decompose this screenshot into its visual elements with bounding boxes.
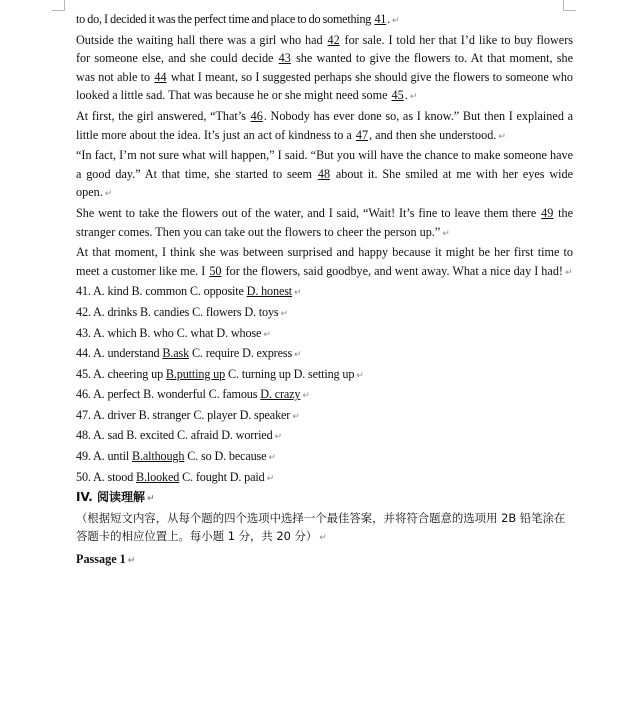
option-a: A. stood	[93, 469, 134, 484]
option-b: B.although	[131, 449, 185, 464]
option-a: A. understand	[93, 346, 160, 361]
option-row	[76, 303, 573, 324]
option-row	[76, 426, 573, 447]
passage-text: At that moment, I think she was between surprised and happy because it might be her first time to meet a customer like me. I	[76, 245, 573, 278]
blank-number: 49	[541, 205, 554, 220]
paragraph-mark: ↵	[266, 473, 274, 484]
option-row	[76, 468, 573, 489]
option-row	[76, 282, 573, 303]
passage-text: the stranger comes. Then you can take out the flowers to cheer the person up.”	[76, 205, 574, 239]
option-b: B. common	[131, 284, 187, 299]
question-number: 47.	[76, 407, 91, 422]
passage-title: Passage 1	[76, 552, 126, 567]
paragraph-mark: ↵	[274, 432, 282, 443]
question-number: 50.	[76, 469, 91, 484]
question-number: 48.	[76, 428, 91, 443]
passage-paragraph	[76, 204, 573, 243]
paragraph-mark: ↵	[263, 329, 271, 340]
option-c: C. require	[191, 346, 240, 361]
option-a: A. cheering up	[93, 366, 164, 381]
question-number: 49.	[76, 449, 91, 464]
paragraph-mark: ↵	[268, 453, 276, 464]
paragraph-mark: ↵	[294, 288, 302, 299]
passage-text: she wanted to give the flowers to. At that moment, she was not able to	[76, 51, 573, 84]
blank-number: 47	[355, 127, 369, 142]
blank-number: 44	[154, 69, 167, 84]
option-c: C. so	[187, 449, 212, 464]
paragraph-mark: ↵	[302, 391, 310, 402]
question-number: 42.	[76, 304, 91, 319]
option-c: C. flowers	[192, 304, 242, 319]
blank-number: 43	[278, 51, 291, 66]
paragraph-mark: ↵	[564, 267, 573, 278]
option-d: D. crazy	[260, 387, 301, 402]
option-b: B. excited	[126, 428, 175, 443]
option-b: B. who	[139, 325, 174, 340]
option-a: A. which	[93, 325, 137, 340]
margin-corner-left	[52, 0, 65, 11]
option-c: C. turning up	[227, 366, 291, 381]
option-b: B.looked	[136, 469, 180, 484]
passage-text: about it. She smiled at me with her eyes wide open.	[76, 166, 574, 200]
blank-number: 41	[374, 12, 387, 26]
passage-text: “In fact, I’m not sure what will happen,” I said. “But you will have the chance to make someone have a good day.” At that time, she started to seem	[76, 148, 573, 181]
option-b: B.ask	[162, 346, 190, 361]
option-c: C. opposite	[189, 284, 244, 299]
option-c: C. afraid	[177, 428, 219, 443]
passage-text: .	[404, 88, 408, 103]
options-list	[76, 282, 573, 488]
question-number: 41.	[76, 284, 91, 299]
passage-text: .	[387, 12, 390, 26]
option-c: C. player	[193, 407, 237, 422]
passage-text: She went to take the flowers out of the water, and I said, “Wait! It’s fine to leave them there	[76, 205, 541, 220]
question-number: 43.	[76, 325, 91, 340]
paragraph-mark: ↵	[280, 308, 288, 319]
option-row	[76, 324, 573, 345]
paragraph-mark: ↵	[409, 92, 418, 103]
option-row	[76, 365, 573, 386]
blank-number: 45	[391, 88, 404, 103]
passage-text: to do, I decided it was the perfect time and place to do something	[76, 12, 374, 26]
paragraph-mark: ↵	[498, 131, 506, 142]
option-d: D. speaker	[239, 407, 291, 422]
paragraph-mark: ↵	[442, 228, 450, 239]
passage-text: At first, the girl answered, “That’s	[76, 108, 250, 123]
passage-paragraph	[76, 10, 573, 31]
option-b: B. candies	[139, 304, 190, 319]
blank-number: 48	[317, 166, 331, 181]
passage-text: . Nobody has ever done so, as I know.” But then I explained a little more about the idea. It’s just an act of kindness to a	[76, 108, 573, 142]
blank-number: 46	[250, 108, 263, 123]
passage-text: what I meant, so I suggested perhaps she should give the flowers to someone who looked a little sad. That was because he or she might need some	[76, 69, 574, 103]
option-d: D. because	[214, 449, 267, 464]
option-b: B. wonderful	[143, 387, 206, 402]
passage-paragraph	[76, 146, 573, 204]
option-d: D. toys	[244, 304, 279, 319]
option-row	[76, 447, 573, 468]
blank-number: 50	[209, 263, 222, 278]
paragraph-mark: ↵	[319, 533, 327, 544]
passage-text: , and then she understood.	[369, 127, 497, 142]
paragraph-mark: ↵	[127, 556, 136, 567]
option-row	[76, 406, 573, 427]
reading-section	[76, 488, 573, 570]
question-number: 45.	[76, 366, 91, 381]
option-d: D. express	[242, 346, 293, 361]
option-d: D. paid	[229, 469, 265, 484]
option-c: C. what	[176, 325, 214, 340]
option-d: D. whose	[216, 325, 262, 340]
option-b: B.putting up	[165, 366, 226, 381]
paragraph-mark: ↵	[356, 370, 364, 381]
option-d: D. honest	[246, 284, 293, 299]
paragraph-mark: ↵	[104, 189, 113, 200]
section-instruction: （根据短文内容，从每个题的四个选项中选择一个最佳答案，并将符合题意的选项用 2B 铅笔涂在答题卡的相应位置上。每小题 1 分，共 20 分）	[76, 510, 566, 544]
option-a: A. drinks	[93, 304, 138, 319]
option-row	[76, 385, 573, 406]
option-a: A. kind	[93, 284, 129, 299]
option-a: A. perfect	[93, 387, 141, 402]
option-d: D. setting up	[293, 366, 355, 381]
passage-text: for the flowers, said goodbye, and went away. What a nice day I had!	[222, 263, 563, 278]
passage-paragraph	[76, 31, 573, 107]
paragraph-mark: ↵	[391, 16, 400, 26]
passage-paragraph	[76, 107, 573, 146]
option-a: A. until	[93, 449, 130, 464]
paragraph-mark: ↵	[294, 350, 302, 361]
cloze-passage	[76, 10, 573, 282]
section-heading: IV. 阅读理解	[76, 490, 145, 505]
paragraph-mark: ↵	[292, 411, 300, 422]
passage-text: for sale. I told her that I’d like to buy flowers for someone else, and she could decide	[76, 32, 573, 66]
passage-text: Outside the waiting hall there was a girl who had	[76, 32, 327, 47]
question-number: 46.	[76, 387, 91, 402]
document-page	[76, 10, 573, 571]
paragraph-mark: ↵	[146, 494, 155, 505]
question-number: 44.	[76, 346, 91, 361]
option-a: A. driver	[93, 407, 136, 422]
blank-number: 42	[327, 32, 340, 47]
option-d: D. worried	[221, 428, 273, 443]
option-c: C. fought	[182, 469, 227, 484]
passage-paragraph	[76, 243, 573, 282]
option-a: A. sad	[93, 428, 124, 443]
option-c: C. famous	[208, 387, 258, 402]
option-row	[76, 344, 573, 365]
option-b: B. stranger	[138, 407, 191, 422]
